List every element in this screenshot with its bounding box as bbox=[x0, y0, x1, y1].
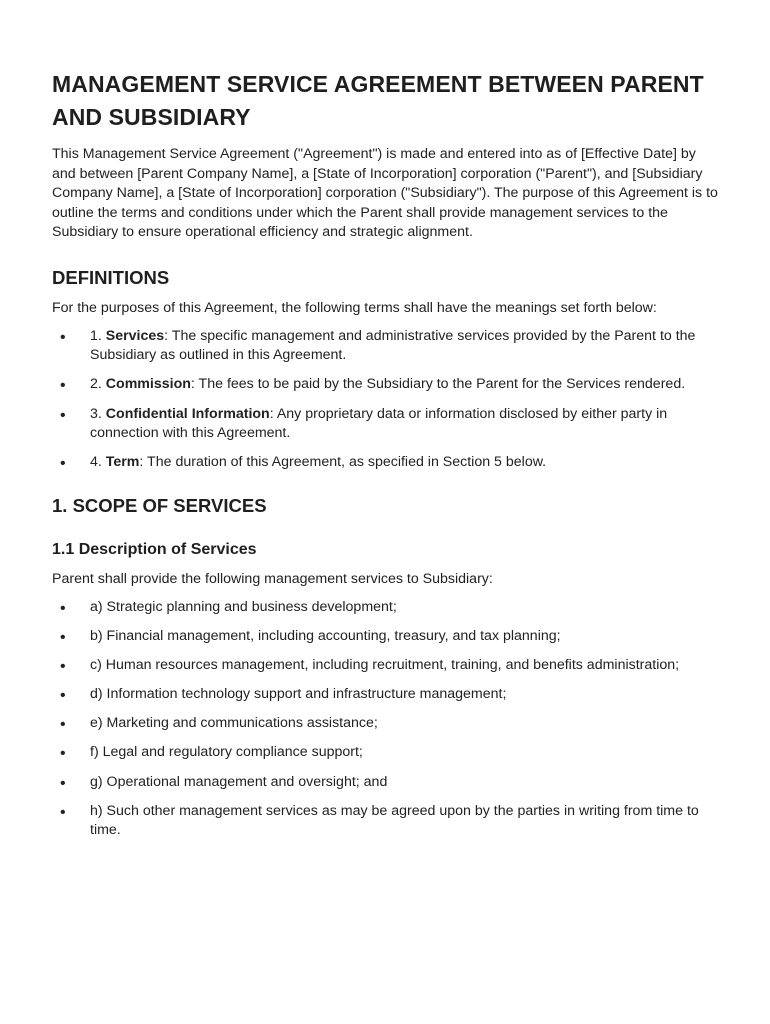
definition-number: 1. bbox=[90, 327, 106, 344]
scope-subheading: 1.1 Description of Services bbox=[52, 540, 257, 558]
definition-text: : Any proprietary data or information disclosed by either party in connection with this Agreement. bbox=[90, 405, 668, 442]
service-text: g) Operational management and oversight; and bbox=[90, 773, 388, 790]
intro-paragraph: This Management Service Agreement ("Agreement") is made and entered into as of [Effective Date] by and between [Parent Company Name], a [State of Incorporation] corporation ("Parent"), and [Subsidiary Company Name], a [State of Incorporation] corporation ("Subsidiary"). The purpose of this Agreement is to outline the terms and conditions under which the Parent shall provide management services to the Subsidiary to ensure operational efficiency and strategic alignment. bbox=[52, 146, 718, 241]
scope-heading: 1. SCOPE OF SERVICES bbox=[52, 494, 267, 516]
definition-term: Term bbox=[105, 454, 140, 471]
bullet-icon: • bbox=[60, 657, 66, 675]
service-item bbox=[52, 627, 718, 647]
definition-term: Confidential Information bbox=[105, 405, 270, 422]
service-text: b) Financial management, including accounting, treasury, and tax planning; bbox=[90, 627, 561, 644]
document-title: MANAGEMENT SERVICE AGREEMENT BETWEEN PARENT AND SUBSIDIARY bbox=[52, 71, 704, 130]
definition-number: 3. bbox=[90, 405, 106, 422]
service-text: c) Human resources management, including recruitment, training, and benefits administration; bbox=[90, 656, 680, 673]
definition-item-term bbox=[52, 453, 718, 473]
bullet-icon: • bbox=[60, 377, 66, 395]
definition-term: Services bbox=[105, 327, 165, 344]
definitions-list bbox=[52, 327, 718, 473]
bullet-icon: • bbox=[60, 406, 66, 424]
service-text: a) Strategic planning and business development; bbox=[90, 598, 397, 615]
scope-lead: Parent shall provide the following management services to Subsidiary: bbox=[52, 570, 493, 587]
bullet-icon: • bbox=[60, 328, 66, 346]
definition-term: Commission bbox=[105, 376, 191, 393]
bullet-icon: • bbox=[60, 628, 66, 646]
definitions-section bbox=[52, 265, 718, 473]
service-text: d) Information technology support and infrastructure management; bbox=[90, 686, 507, 703]
service-text: e) Marketing and communications assistance; bbox=[90, 715, 378, 732]
service-item bbox=[52, 743, 718, 763]
service-item bbox=[52, 714, 718, 734]
service-item bbox=[52, 802, 718, 841]
service-item bbox=[52, 598, 718, 618]
definition-item-commission bbox=[52, 375, 718, 395]
definition-number: 2. bbox=[90, 376, 106, 393]
definition-item-services bbox=[52, 327, 718, 366]
scope-section bbox=[52, 493, 718, 841]
services-list bbox=[52, 598, 718, 842]
definition-text: : The fees to be paid by the Subsidiary to the Parent for the Services rendered. bbox=[190, 376, 686, 393]
bullet-icon: • bbox=[60, 687, 66, 705]
service-item bbox=[52, 685, 718, 705]
definitions-lead: For the purposes of this Agreement, the following terms shall have the meanings set forth below: bbox=[52, 299, 657, 316]
definitions-heading: DEFINITIONS bbox=[52, 266, 170, 288]
bullet-icon: • bbox=[60, 599, 66, 617]
service-item bbox=[52, 773, 718, 793]
definition-number: 4. bbox=[90, 454, 106, 471]
bullet-icon: • bbox=[60, 716, 66, 734]
definition-text: : The duration of this Agreement, as specified in Section 5 below. bbox=[139, 454, 547, 471]
service-item bbox=[52, 656, 718, 676]
definition-text: : The specific management and administrative services provided by the Parent to the Subsidiary as outlined in this Agreement. bbox=[90, 327, 696, 364]
bullet-icon: • bbox=[60, 455, 66, 473]
bullet-icon: • bbox=[60, 774, 66, 792]
bullet-icon: • bbox=[60, 803, 66, 821]
service-text: f) Legal and regulatory compliance support; bbox=[90, 744, 363, 761]
service-text: h) Such other management services as may be agreed upon by the parties in writing from time to time. bbox=[90, 802, 699, 839]
bullet-icon: • bbox=[60, 745, 66, 763]
definition-item-confidential-information bbox=[52, 405, 718, 444]
